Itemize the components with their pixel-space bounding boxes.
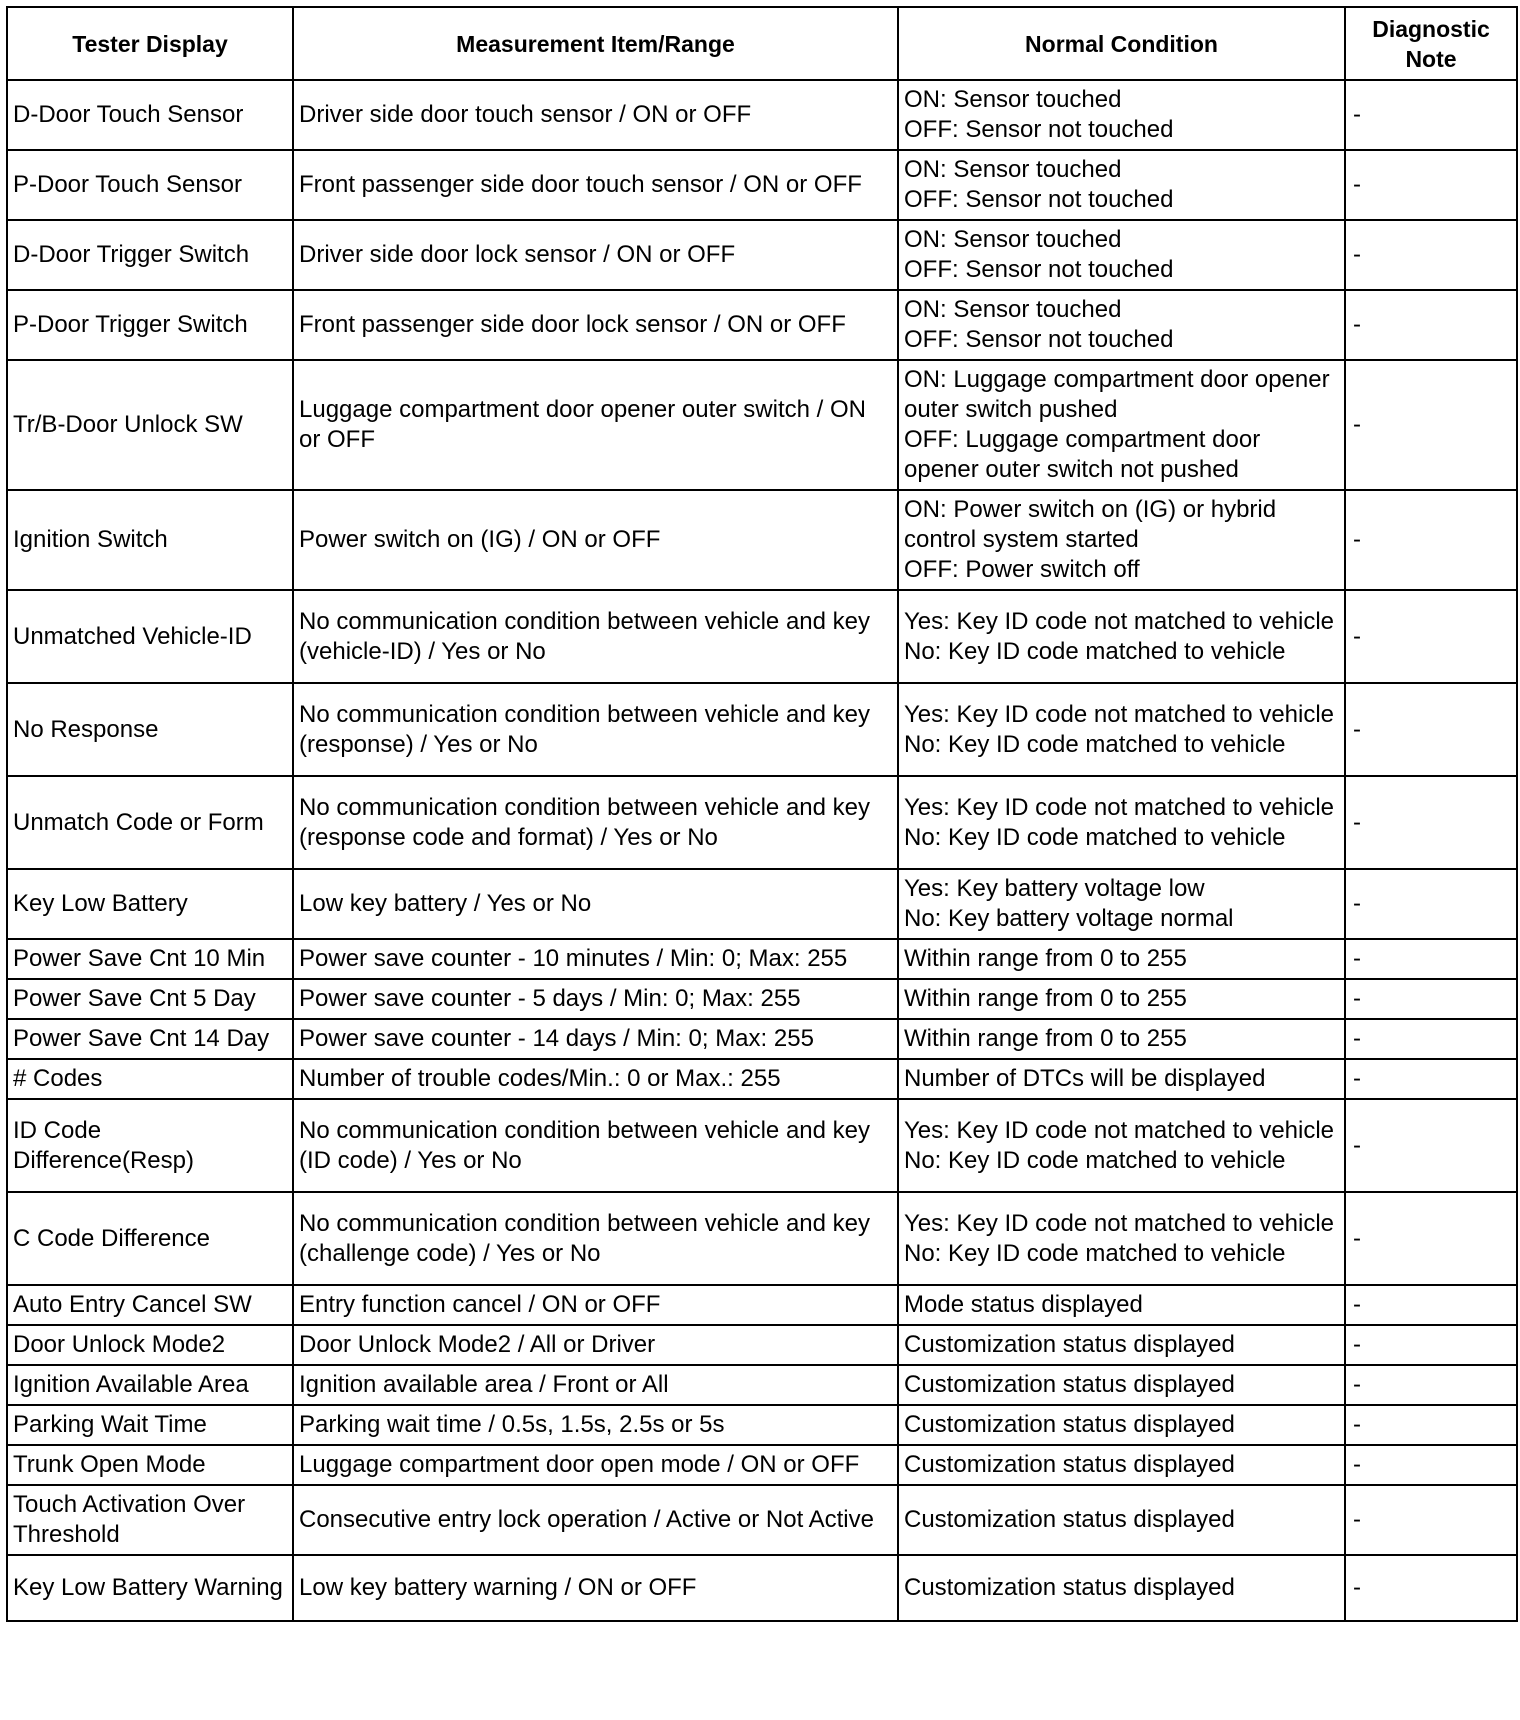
normal-condition-line: OFF: Sensor not touched [904,186,1174,213]
normal-condition-line: No: Key battery voltage normal [904,905,1234,932]
header-normal-condition: Normal Condition [898,7,1345,80]
normal-condition-line: Customization status displayed [904,1331,1235,1358]
normal-condition-line: Customization status displayed [904,1506,1235,1533]
measurement-item-cell: Front passenger side door touch sensor / ON or OFF [293,150,898,220]
measurement-item-cell: Ignition available area / Front or All [293,1365,898,1405]
table-row [7,869,1517,939]
measurement-item-cell: No communication condition between vehicle and key (vehicle-ID) / Yes or No [293,590,898,683]
normal-condition-line: Within range from 0 to 255 [904,945,1187,972]
diagnostic-note-cell: - [1345,1325,1517,1365]
measurement-item-cell: Low key battery / Yes or No [293,869,898,939]
normal-condition-line: OFF: Sensor not touched [904,116,1174,143]
normal-condition-cell [898,1555,1345,1621]
tester-display-cell: Power Save Cnt 10 Min [7,939,293,979]
diagnostic-note-cell: - [1345,1019,1517,1059]
measurement-item-cell: Power save counter - 14 days / Min: 0; Max: 255 [293,1019,898,1059]
table-row [7,776,1517,869]
diagnostic-note-cell: - [1345,776,1517,869]
measurement-item-cell: Low key battery warning / ON or OFF [293,1555,898,1621]
diagnostic-data-table [6,6,1518,1622]
header-measurement-item: Measurement Item/Range [293,7,898,80]
normal-condition-cell [898,290,1345,360]
diagnostic-note-cell: - [1345,1059,1517,1099]
normal-condition-cell [898,360,1345,490]
normal-condition-line: ON: Sensor touched [904,86,1122,113]
table-row [7,1325,1517,1365]
normal-condition-line: Yes: Key battery voltage low [904,875,1205,902]
diagnostic-note-cell: - [1345,590,1517,683]
table-row [7,683,1517,776]
diagnostic-note-cell: - [1345,1099,1517,1192]
normal-condition-cell [898,1285,1345,1325]
normal-condition-line: Customization status displayed [904,1371,1235,1398]
tester-display-cell: Unmatched Vehicle-ID [7,590,293,683]
normal-condition-line: OFF: Sensor not touched [904,256,1174,283]
normal-condition-line: Within range from 0 to 255 [904,985,1187,1012]
measurement-item-cell: Number of trouble codes/Min.: 0 or Max.: 255 [293,1059,898,1099]
tester-display-cell: Ignition Switch [7,490,293,590]
normal-condition-line: ON: Sensor touched [904,156,1122,183]
table-row [7,1485,1517,1555]
tester-display-cell: Key Low Battery Warning [7,1555,293,1621]
measurement-item-cell: No communication condition between vehicle and key (response code and format) / Yes or No [293,776,898,869]
measurement-item-cell: Consecutive entry lock operation / Active or Not Active [293,1485,898,1555]
tester-display-cell: Ignition Available Area [7,1365,293,1405]
normal-condition-line: Number of DTCs will be displayed [904,1065,1266,1092]
normal-condition-cell [898,1325,1345,1365]
measurement-item-cell: Luggage compartment door opener outer switch / ON or OFF [293,360,898,490]
normal-condition-cell [898,1445,1345,1485]
tester-display-cell: ID Code Difference(Resp) [7,1099,293,1192]
measurement-item-cell: Door Unlock Mode2 / All or Driver [293,1325,898,1365]
diagnostic-note-cell: - [1345,1485,1517,1555]
measurement-item-cell: Driver side door lock sensor / ON or OFF [293,220,898,290]
tester-display-cell: Auto Entry Cancel SW [7,1285,293,1325]
normal-condition-cell [898,80,1345,150]
table-row [7,1445,1517,1485]
table-row [7,1405,1517,1445]
measurement-item-cell: Power switch on (IG) / ON or OFF [293,490,898,590]
diagnostic-note-cell: - [1345,1405,1517,1445]
tester-display-cell: Tr/B-Door Unlock SW [7,360,293,490]
measurement-item-cell: No communication condition between vehicle and key (response) / Yes or No [293,683,898,776]
normal-condition-line: No: Key ID code matched to vehicle [904,1146,1286,1174]
diagnostic-note-cell: - [1345,1365,1517,1405]
diagnostic-note-cell: - [1345,150,1517,220]
table-row [7,490,1517,590]
normal-condition-cell [898,1365,1345,1405]
normal-condition-line: Customization status displayed [904,1574,1235,1601]
table-row [7,220,1517,290]
normal-condition-line: ON: Luggage compartment door opener outer switch pushed [904,366,1330,423]
normal-condition-cell [898,590,1345,683]
normal-condition-line: No: Key ID code matched to vehicle [904,1239,1286,1267]
normal-condition-line: Customization status displayed [904,1411,1235,1438]
diagnostic-note-cell: - [1345,979,1517,1019]
normal-condition-line: Mode status displayed [904,1291,1143,1318]
normal-condition-cell [898,490,1345,590]
diagnostic-note-cell: - [1345,1555,1517,1621]
tester-display-cell: P-Door Touch Sensor [7,150,293,220]
diagnostic-note-cell: - [1345,1192,1517,1285]
normal-condition-line: Yes: Key ID code not matched to vehicle [904,607,1335,635]
measurement-item-cell: Front passenger side door lock sensor / ON or OFF [293,290,898,360]
normal-condition-cell [898,1485,1345,1555]
normal-condition-line: OFF: Power switch off [904,556,1140,583]
table-row [7,1192,1517,1285]
tester-display-cell: P-Door Trigger Switch [7,290,293,360]
tester-display-cell: D-Door Trigger Switch [7,220,293,290]
measurement-item-cell: Luggage compartment door open mode / ON or OFF [293,1445,898,1485]
normal-condition-cell [898,1099,1345,1192]
normal-condition-cell [898,869,1345,939]
diagnostic-note-cell: - [1345,290,1517,360]
tester-display-cell: Key Low Battery [7,869,293,939]
diagnostic-note-cell: - [1345,939,1517,979]
table-row [7,290,1517,360]
tester-display-cell: C Code Difference [7,1192,293,1285]
normal-condition-line: ON: Power switch on (IG) or hybrid control system started [904,496,1277,553]
table-row [7,979,1517,1019]
table-row [7,150,1517,220]
table-row [7,1555,1517,1621]
measurement-item-cell: Power save counter - 10 minutes / Min: 0; Max: 255 [293,939,898,979]
tester-display-cell: D-Door Touch Sensor [7,80,293,150]
table-row [7,939,1517,979]
diagnostic-note-cell: - [1345,220,1517,290]
header-diagnostic-note: Diagnostic Note [1345,7,1517,80]
tester-display-cell: Door Unlock Mode2 [7,1325,293,1365]
diagnostic-note-cell: - [1345,683,1517,776]
normal-condition-cell [898,1192,1345,1285]
normal-condition-line: No: Key ID code matched to vehicle [904,730,1286,758]
tester-display-cell: No Response [7,683,293,776]
measurement-item-cell: No communication condition between vehicle and key (ID code) / Yes or No [293,1099,898,1192]
tester-display-cell: # Codes [7,1059,293,1099]
table-row [7,1019,1517,1059]
normal-condition-cell [898,776,1345,869]
normal-condition-line: Yes: Key ID code not matched to vehicle [904,793,1335,821]
table-row [7,590,1517,683]
normal-condition-line: Yes: Key ID code not matched to vehicle [904,1209,1335,1237]
normal-condition-cell [898,220,1345,290]
tester-display-cell: Power Save Cnt 14 Day [7,1019,293,1059]
diagnostic-note-cell: - [1345,1285,1517,1325]
header-row [7,7,1517,80]
normal-condition-cell [898,1059,1345,1099]
normal-condition-line: Yes: Key ID code not matched to vehicle [904,1116,1335,1144]
normal-condition-line: No: Key ID code matched to vehicle [904,637,1286,665]
normal-condition-line: Customization status displayed [904,1451,1235,1478]
measurement-item-cell: Parking wait time / 0.5s, 1.5s, 2.5s or 5s [293,1405,898,1445]
normal-condition-line: OFF: Luggage compartment door opener outer switch not pushed [904,426,1261,483]
table-row [7,80,1517,150]
table-body [7,80,1517,1621]
normal-condition-cell [898,683,1345,776]
normal-condition-line: ON: Sensor touched [904,226,1122,253]
tester-display-cell: Power Save Cnt 5 Day [7,979,293,1019]
measurement-item-cell: No communication condition between vehicle and key (challenge code) / Yes or No [293,1192,898,1285]
diagnostic-note-cell: - [1345,80,1517,150]
normal-condition-line: ON: Sensor touched [904,296,1122,323]
tester-display-cell: Trunk Open Mode [7,1445,293,1485]
table-row [7,1365,1517,1405]
normal-condition-cell [898,1405,1345,1445]
table-row [7,1059,1517,1099]
normal-condition-cell [898,1019,1345,1059]
normal-condition-cell [898,939,1345,979]
tester-display-cell: Parking Wait Time [7,1405,293,1445]
header-tester-display: Tester Display [7,7,293,80]
table-row [7,1099,1517,1192]
normal-condition-cell [898,150,1345,220]
normal-condition-line: Within range from 0 to 255 [904,1025,1187,1052]
diagnostic-note-cell: - [1345,490,1517,590]
diagnostic-note-cell: - [1345,869,1517,939]
measurement-item-cell: Driver side door touch sensor / ON or OFF [293,80,898,150]
table-row [7,1285,1517,1325]
normal-condition-line: OFF: Sensor not touched [904,326,1174,353]
measurement-item-cell: Power save counter - 5 days / Min: 0; Max: 255 [293,979,898,1019]
table-row [7,360,1517,490]
tester-display-cell: Touch Activation Over Threshold [7,1485,293,1555]
measurement-item-cell: Entry function cancel / ON or OFF [293,1285,898,1325]
normal-condition-line: Yes: Key ID code not matched to vehicle [904,700,1335,728]
normal-condition-cell [898,979,1345,1019]
diagnostic-note-cell: - [1345,360,1517,490]
tester-display-cell: Unmatch Code or Form [7,776,293,869]
diagnostic-note-cell: - [1345,1445,1517,1485]
normal-condition-line: No: Key ID code matched to vehicle [904,823,1286,851]
